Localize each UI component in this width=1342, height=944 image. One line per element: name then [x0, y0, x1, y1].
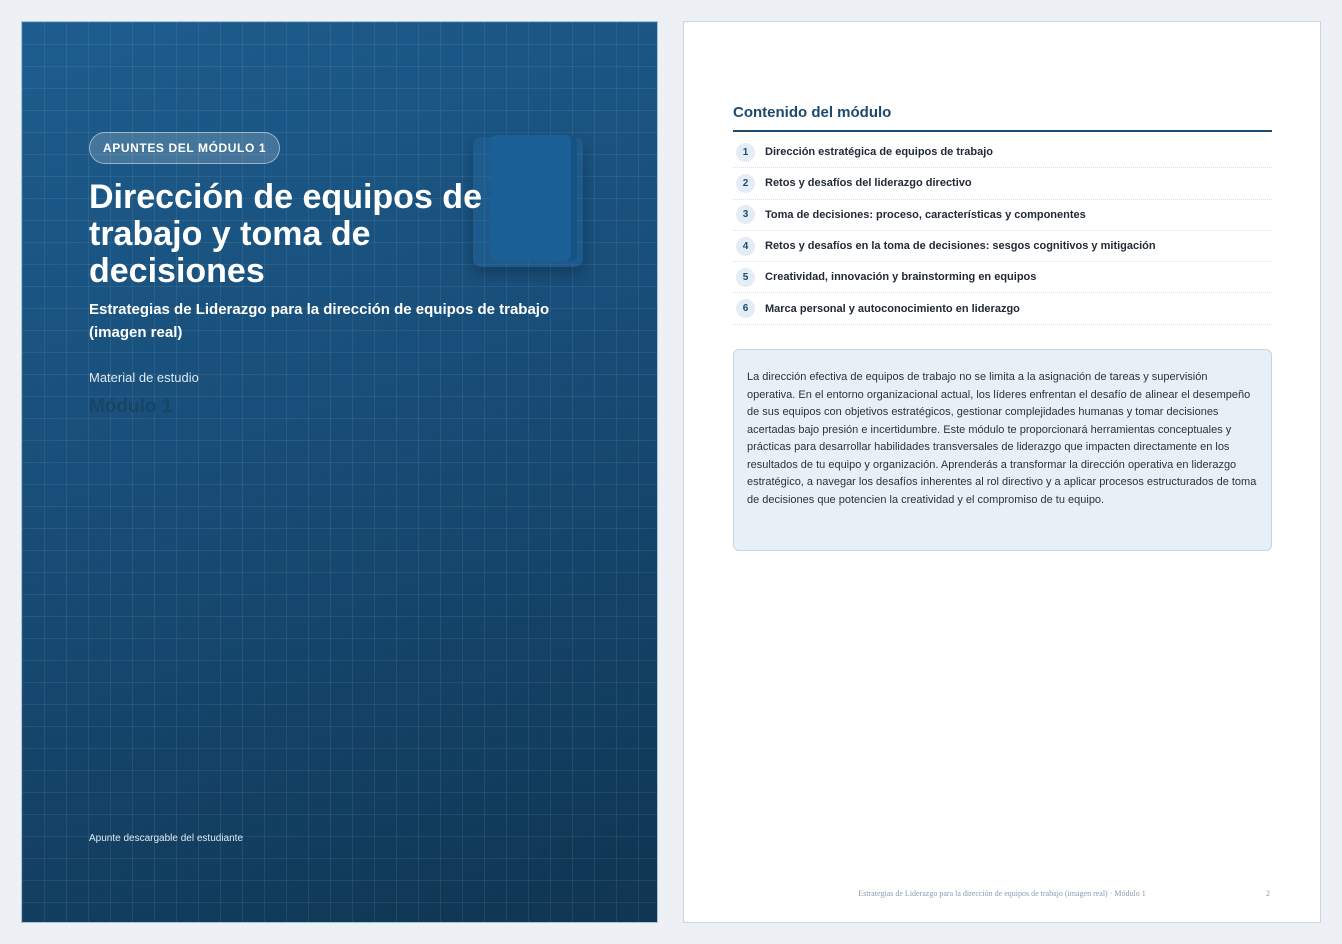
cover-subtitle: Estrategias de Liderazgo para la dirección de equipos de trabajo (imagen real) [89, 301, 550, 341]
cover-title: Dirección de equipos de trabajo y toma de decisiones [89, 178, 482, 290]
toc-item-text: Retos y desafíos en la toma de decisiones: sesgos cognitivos y mitigación [765, 240, 1156, 253]
page-footer: Estrategias de Liderazgo para la dirección de equipos de trabajo (imagen real) · Módulo 1 [858, 889, 1146, 898]
toc-item [733, 200, 1272, 231]
cover-footer: Apunte descargable del estudiante [89, 833, 244, 844]
toc-item-number: 4 [736, 237, 755, 256]
page-number: 2 [1266, 889, 1270, 898]
module-badge: APUNTES DEL MÓDULO 1 [89, 132, 280, 164]
toc-item [733, 231, 1272, 262]
toc-item-text: Marca personal y autoconocimiento en liderazgo [765, 302, 1020, 315]
toc-item-number: 1 [736, 143, 755, 162]
toc-item-number: 5 [736, 268, 755, 287]
intro-box: La dirección efectiva de equipos de trabajo no se limita a la asignación de tareas y supervisión operativa. En el entorno organizacional actual, los líderes enfrentan el desafío de alinear el desempeño de sus equipos con objetivos estratégicos, gestionar complejidades humanas y tomar decisiones acertadas bajo presión e incertidumbre. Este módulo te proporcionará herramientas conceptuales y prácticas para desarrollar habilidades transversales de liderazgo que impacten directamente en los resultados de tu equipo y organización. Aprenderás a transformar la dirección operativa en liderazgo estratégico, a navegar los desafíos inherentes al rol directivo y a aplicar procesos estructurados de toma de decisiones que potencien la creatividad y el compromiso de tu equipo. [733, 349, 1272, 551]
cover-page [21, 21, 658, 923]
toc-item-number: 3 [736, 205, 755, 224]
toc-item [733, 137, 1272, 168]
toc-item [733, 293, 1272, 324]
toc-item [733, 168, 1272, 199]
toc-item-text: Retos y desafíos del liderazgo directivo [765, 177, 972, 190]
toc-item-text: Toma de decisiones: proceso, características y componentes [765, 208, 1086, 221]
toc-item-number: 6 [736, 299, 755, 318]
toc-list [733, 137, 1272, 325]
toc-item [733, 262, 1272, 293]
cover-module-label: Módulo 1 [89, 396, 173, 417]
toc-heading: Contenido del módulo [733, 104, 1272, 132]
toc-item-text: Creatividad, innovación y brainstorming en equipos [765, 271, 1037, 284]
content-page [683, 21, 1321, 923]
toc-item-text: Dirección estratégica de equipos de trabajo [765, 146, 994, 159]
toc-item-number: 2 [736, 174, 755, 193]
cover-material-label: Material de estudio [89, 370, 199, 385]
